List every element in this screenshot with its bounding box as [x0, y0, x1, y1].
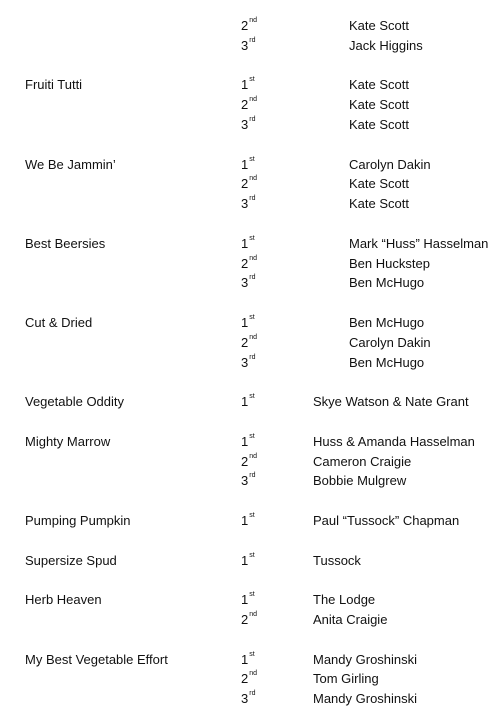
- winner-name: Skye Watson & Nate Grant: [313, 394, 469, 409]
- place-suffix: st: [249, 512, 255, 519]
- place-label: [241, 176, 257, 191]
- place-label: [241, 671, 257, 686]
- result-row: [0, 157, 501, 177]
- result-row: [0, 612, 501, 632]
- result-row: [0, 256, 501, 276]
- winner-name: Ben Huckstep: [349, 256, 430, 271]
- category-name: We Be Jammin’: [25, 157, 116, 172]
- place-suffix: nd: [249, 670, 258, 677]
- place-label: [241, 157, 255, 172]
- place-label: [241, 513, 255, 528]
- winner-name: Carolyn Dakin: [349, 157, 431, 172]
- place-label: [241, 394, 255, 409]
- winner-name: Ben McHugo: [349, 355, 425, 370]
- place-label: [241, 18, 257, 33]
- place-number: 3: [241, 275, 249, 290]
- winner-name: Carolyn Dakin: [349, 335, 431, 350]
- place-number: 1: [241, 315, 249, 330]
- winner-name: Ben McHugo: [349, 315, 425, 330]
- place-label: [241, 97, 257, 112]
- category-name: Vegetable Oddity: [25, 394, 125, 409]
- winner-name: Kate Scott: [349, 196, 409, 211]
- winner-name: Huss & Amanda Hasselman: [313, 434, 475, 449]
- place-label: [241, 77, 255, 92]
- place-suffix: st: [249, 552, 255, 559]
- place-label: [241, 454, 257, 469]
- result-row: [0, 335, 501, 355]
- place-suffix: rd: [249, 690, 256, 697]
- winner-name: The Lodge: [313, 592, 376, 607]
- place-label: [241, 473, 255, 488]
- place-number: 2: [241, 454, 249, 469]
- place-label: [241, 236, 255, 251]
- place-label: [241, 275, 255, 290]
- place-label: [241, 335, 257, 350]
- place-number: 1: [241, 434, 249, 449]
- place-number: 2: [241, 671, 249, 686]
- winner-name: Anita Craigie: [313, 612, 388, 627]
- place-number: 2: [241, 18, 249, 33]
- place-number: 1: [241, 77, 249, 92]
- place-number: 2: [241, 176, 249, 191]
- place-suffix: st: [249, 156, 255, 163]
- result-row: [0, 176, 501, 196]
- place-label: [241, 691, 255, 706]
- result-row: [0, 275, 501, 295]
- place-number: 3: [241, 196, 249, 211]
- result-row: [0, 315, 501, 335]
- place-suffix: st: [249, 651, 255, 658]
- place-label: [241, 652, 255, 667]
- place-suffix: rd: [249, 472, 256, 479]
- place-suffix: nd: [249, 334, 258, 341]
- result-row: [0, 77, 501, 97]
- place-label: [241, 592, 255, 607]
- winner-name: Mandy Groshinski: [313, 691, 418, 706]
- place-suffix: nd: [249, 611, 258, 618]
- category-name: Fruiti Tutti: [25, 77, 83, 92]
- winner-name: Mandy Groshinski: [313, 652, 418, 667]
- place-number: 2: [241, 97, 249, 112]
- place-suffix: nd: [249, 453, 258, 460]
- category-name: Mighty Marrow: [25, 434, 111, 449]
- category-name: My Best Vegetable Effort: [25, 652, 168, 667]
- place-suffix: rd: [249, 274, 256, 281]
- result-row: [0, 355, 501, 375]
- winner-name: Jack Higgins: [349, 38, 423, 53]
- place-number: 1: [241, 553, 249, 568]
- place-number: 3: [241, 117, 249, 132]
- place-label: [241, 315, 255, 330]
- place-label: [241, 38, 255, 53]
- winner-name: Kate Scott: [349, 18, 409, 33]
- winner-name: Tom Girling: [313, 671, 379, 686]
- category-name: Pumping Pumpkin: [25, 513, 131, 528]
- place-number: 3: [241, 473, 249, 488]
- result-row: [0, 117, 501, 137]
- result-row: [0, 592, 501, 612]
- category-name: Supersize Spud: [25, 553, 117, 568]
- place-suffix: st: [249, 393, 255, 400]
- result-row: [0, 553, 501, 573]
- category-name: Best Beersies: [25, 236, 106, 251]
- place-suffix: st: [249, 76, 255, 83]
- result-row: [0, 38, 501, 58]
- result-row: [0, 454, 501, 474]
- result-row: [0, 394, 501, 414]
- result-row: [0, 97, 501, 117]
- place-suffix: rd: [249, 116, 256, 123]
- place-number: 2: [241, 612, 249, 627]
- place-suffix: nd: [249, 96, 258, 103]
- place-number: 3: [241, 691, 249, 706]
- result-row: [0, 434, 501, 454]
- result-row: [0, 196, 501, 216]
- place-label: [241, 553, 255, 568]
- winner-name: Kate Scott: [349, 77, 409, 92]
- winner-name: Mark “Huss” Hasselman: [349, 236, 489, 251]
- place-suffix: st: [249, 314, 255, 321]
- place-suffix: st: [249, 433, 255, 440]
- place-label: [241, 434, 255, 449]
- place-number: 3: [241, 355, 249, 370]
- result-row: [0, 671, 501, 691]
- place-number: 3: [241, 38, 249, 53]
- place-suffix: rd: [249, 354, 256, 361]
- place-number: 1: [241, 652, 249, 667]
- place-number: 2: [241, 335, 249, 350]
- winner-name: Kate Scott: [349, 176, 409, 191]
- result-row: [0, 513, 501, 533]
- place-number: 2: [241, 256, 249, 271]
- place-suffix: nd: [249, 255, 258, 262]
- category-name: Cut & Dried: [25, 315, 93, 330]
- category-name: Herb Heaven: [25, 592, 102, 607]
- result-row: [0, 236, 501, 256]
- winner-name: Bobbie Mulgrew: [313, 473, 407, 488]
- place-number: 1: [241, 236, 249, 251]
- winner-name: Paul “Tussock” Chapman: [313, 513, 460, 528]
- place-number: 1: [241, 157, 249, 172]
- place-suffix: st: [249, 235, 255, 242]
- winner-name: Ben McHugo: [349, 275, 425, 290]
- winner-name: Kate Scott: [349, 117, 409, 132]
- place-suffix: rd: [249, 37, 256, 44]
- result-row: [0, 473, 501, 493]
- place-label: [241, 256, 257, 271]
- place-suffix: nd: [249, 17, 258, 24]
- result-row: [0, 691, 501, 711]
- result-row: [0, 652, 501, 672]
- winner-name: Kate Scott: [349, 97, 409, 112]
- place-suffix: st: [249, 591, 255, 598]
- place-suffix: rd: [249, 195, 256, 202]
- place-number: 1: [241, 592, 249, 607]
- place-number: 1: [241, 394, 249, 409]
- winner-name: Cameron Craigie: [313, 454, 412, 469]
- place-label: [241, 196, 255, 211]
- place-label: [241, 612, 257, 627]
- place-suffix: nd: [249, 175, 258, 182]
- place-label: [241, 355, 255, 370]
- winner-name: Tussock: [313, 553, 361, 568]
- place-label: [241, 117, 255, 132]
- place-number: 1: [241, 513, 249, 528]
- result-row: [0, 18, 501, 38]
